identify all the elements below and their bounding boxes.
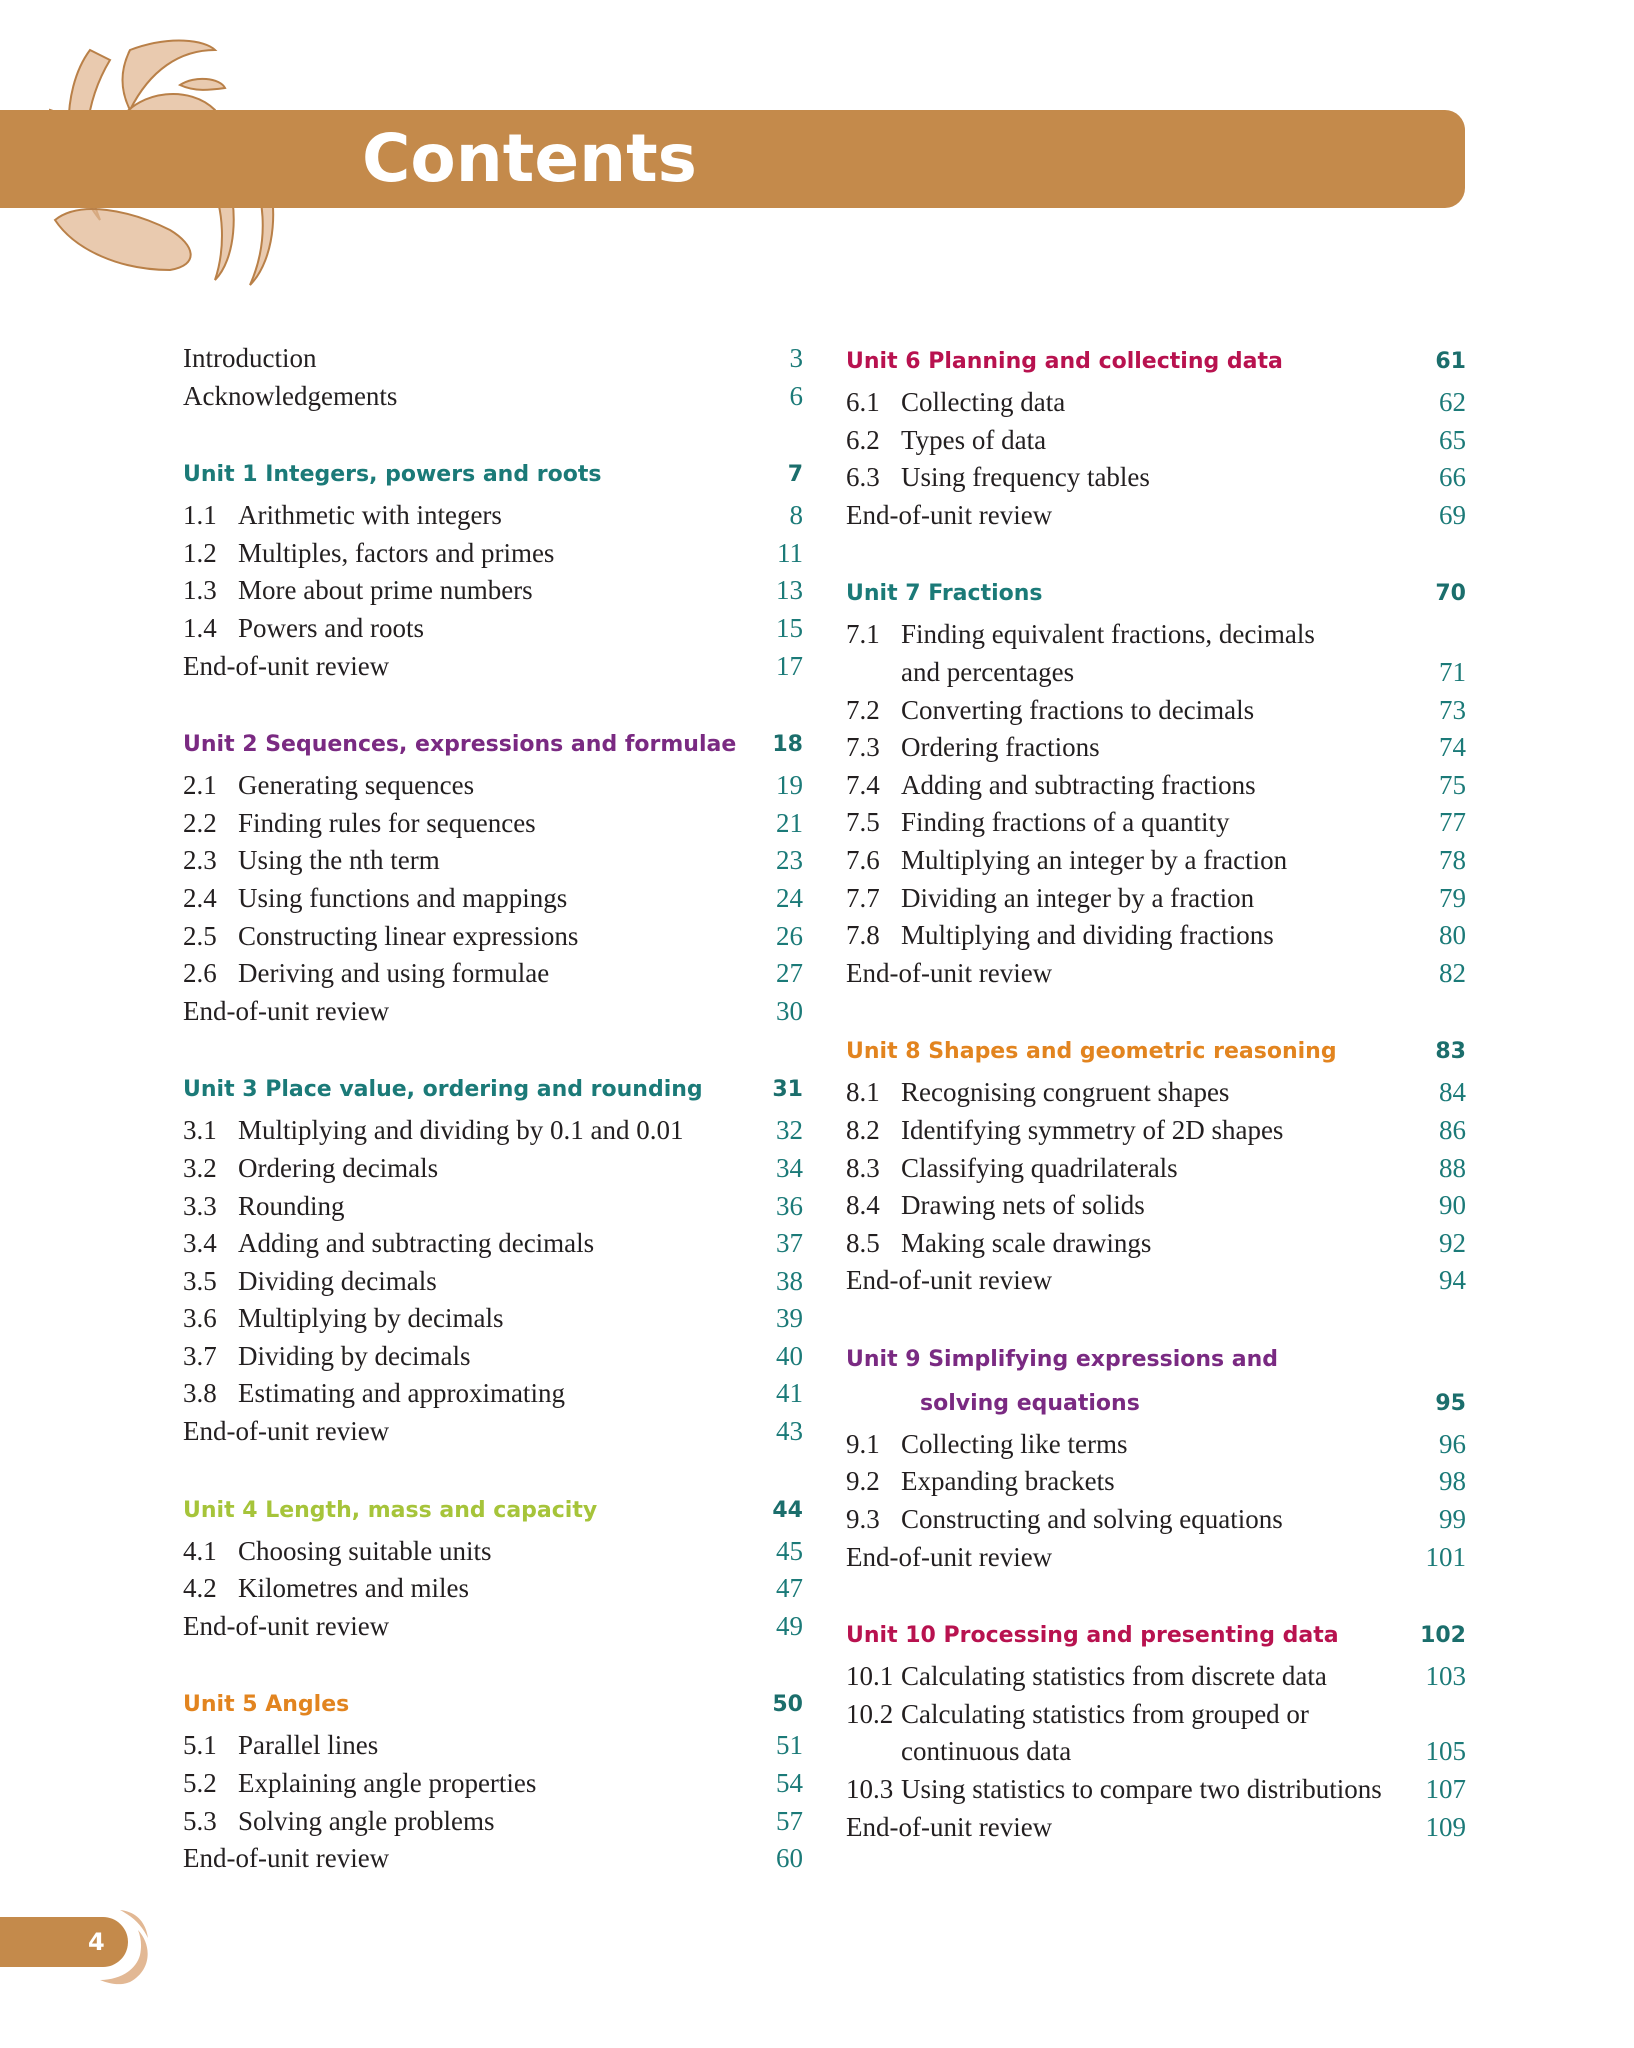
- section-entry[interactable]: 7.8 Multiplying and dividing fractions 80: [846, 920, 1466, 951]
- section-entry[interactable]: 7.1 Finding equivalent fractions, decimals: [846, 619, 1315, 650]
- page-number-tab: [0, 1917, 128, 1967]
- section-entry[interactable]: 7.5 Finding fractions of a quantity 77: [846, 807, 1466, 838]
- page-number: 95: [1435, 1390, 1466, 1416]
- section-entry[interactable]: 2.3 Using the nth term 23: [183, 845, 803, 876]
- section-entry[interactable]: 7.2 Converting fractions to decimals 73: [846, 694, 1466, 725]
- page-number: 7: [787, 462, 803, 488]
- section-entry[interactable]: 8.3 Classifying quadrilaterals 88: [846, 1152, 1466, 1183]
- section-entry[interactable]: 1.1 Arithmetic with integers 8: [183, 500, 803, 531]
- section-entry[interactable]: 7.6 Multiplying an integer by a fraction 78: [846, 844, 1466, 875]
- section-entry[interactable]: 8.1 Recognising congruent shapes 84: [846, 1077, 1466, 1108]
- page-number: 31: [772, 1077, 803, 1103]
- unit-heading-4[interactable]: Unit 4 Length, mass and capacity 44: [183, 1489, 803, 1533]
- review-entry[interactable]: End-of-unit review 94: [846, 1265, 1466, 1296]
- page-number: 70: [1435, 581, 1466, 607]
- unit-heading-2[interactable]: Unit 2 Sequences, expressions and formulae 18: [183, 723, 803, 767]
- unit-heading-10[interactable]: Unit 10 Processing and presenting data 102: [846, 1614, 1466, 1658]
- section-entry[interactable]: 5.3 Solving angle problems 57: [183, 1805, 803, 1836]
- header-band: [0, 110, 1465, 208]
- unit-heading-8[interactable]: Unit 8 Shapes and geometric reasoning 83: [846, 1030, 1466, 1074]
- toc-entry-acknowledgements[interactable]: Acknowledgements 6: [183, 378, 803, 416]
- section-entry[interactable]: 9.3 Constructing and solving equations 99: [846, 1504, 1466, 1535]
- section-entry[interactable]: 7.4 Adding and subtracting fractions 75: [846, 769, 1466, 800]
- unit-heading-1[interactable]: Unit 1 Integers, powers and roots 7: [183, 453, 803, 497]
- section-entry[interactable]: 3.7 Dividing by decimals 40: [183, 1340, 803, 1371]
- section-entry[interactable]: 3.1 Multiplying and dividing by 0.1 and 0.01 32: [183, 1115, 803, 1146]
- section-entry[interactable]: 6.3 Using frequency tables 66: [846, 462, 1466, 493]
- toc-entry-introduction[interactable]: Introduction 3: [183, 340, 803, 378]
- section-entry[interactable]: 7.7 Dividing an integer by a fraction 79: [846, 882, 1466, 913]
- section-entry[interactable]: 9.1 Collecting like terms 96: [846, 1428, 1466, 1459]
- section-entry[interactable]: 3.4 Adding and subtracting decimals 37: [183, 1228, 803, 1259]
- section-entry[interactable]: 2.4 Using functions and mappings 24: [183, 882, 803, 913]
- review-entry[interactable]: End-of-unit review 49: [183, 1610, 803, 1641]
- unit-heading-9-continued[interactable]: solving equations 95: [846, 1382, 1466, 1426]
- section-entry[interactable]: 6.2 Types of data 65: [846, 424, 1466, 455]
- section-entry[interactable]: 5.2 Explaining angle properties 54: [183, 1768, 803, 1799]
- review-entry[interactable]: End-of-unit review 109: [846, 1811, 1466, 1842]
- section-entry[interactable]: 2.1 Generating sequences 19: [183, 770, 803, 801]
- page-number: 44: [772, 1497, 803, 1523]
- review-entry[interactable]: End-of-unit review 69: [846, 499, 1466, 530]
- review-entry[interactable]: End-of-unit review 17: [183, 650, 803, 681]
- section-entry[interactable]: 7.3 Ordering fractions 74: [846, 732, 1466, 763]
- unit-heading-7[interactable]: Unit 7 Fractions 70: [846, 572, 1466, 616]
- section-entry[interactable]: 2.5 Constructing linear expressions 26: [183, 920, 803, 951]
- section-entry[interactable]: 1.3 More about prime numbers 13: [183, 575, 803, 606]
- section-entry[interactable]: 8.4 Drawing nets of solids 90: [846, 1190, 1466, 1221]
- review-entry[interactable]: End-of-unit review 30: [183, 995, 803, 1026]
- section-entry[interactable]: 4.1 Choosing suitable units 45: [183, 1535, 803, 1566]
- section-entry[interactable]: 3.6 Multiplying by decimals 39: [183, 1303, 803, 1334]
- page-number: 18: [772, 732, 803, 758]
- section-entry[interactable]: 1.4 Powers and roots 15: [183, 612, 803, 643]
- unit-heading-9[interactable]: Unit 9 Simplifying expressions and: [846, 1346, 1279, 1372]
- review-entry[interactable]: End-of-unit review 101: [846, 1541, 1466, 1572]
- section-entry[interactable]: 2.6 Deriving and using formulae 27: [183, 958, 803, 989]
- section-entry[interactable]: 2.2 Finding rules for sequences 21: [183, 807, 803, 838]
- page-title: Contents: [362, 120, 697, 197]
- unit-heading-6[interactable]: Unit 6 Planning and collecting data 61: [846, 340, 1466, 384]
- page-number: 3: [789, 343, 803, 373]
- page-number: 4: [88, 1928, 105, 1956]
- section-entry[interactable]: 3.2 Ordering decimals 34: [183, 1152, 803, 1183]
- section-entry[interactable]: 4.2 Kilometres and miles 47: [183, 1573, 803, 1604]
- section-entry[interactable]: 3.8 Estimating and approximating 41: [183, 1378, 803, 1409]
- unit-heading-3[interactable]: Unit 3 Place value, ordering and rounding 31: [183, 1068, 803, 1112]
- page-number: 102: [1420, 1623, 1466, 1649]
- page-number: 6: [789, 380, 803, 411]
- page-number: 83: [1435, 1039, 1466, 1065]
- toc-right-column: [846, 340, 1466, 1846]
- section-entry[interactable]: 10.1 Calculating statistics from discrete data 103: [846, 1661, 1466, 1692]
- review-entry[interactable]: End-of-unit review 82: [846, 957, 1466, 988]
- section-entry[interactable]: 10.3 Using statistics to compare two distributions 107: [846, 1774, 1466, 1805]
- section-entry-continued[interactable]: and percentages 71: [901, 656, 1466, 687]
- section-entry[interactable]: 9.2 Expanding brackets 98: [846, 1466, 1466, 1497]
- review-entry[interactable]: End-of-unit review 43: [183, 1416, 803, 1447]
- page-number: 50: [772, 1692, 803, 1718]
- unit-heading-5[interactable]: Unit 5 Angles 50: [183, 1683, 803, 1727]
- section-entry[interactable]: 6.1 Collecting data 62: [846, 387, 1466, 417]
- section-entry[interactable]: 3.3 Rounding 36: [183, 1190, 803, 1221]
- toc-left-column: [183, 340, 803, 1878]
- review-entry[interactable]: End-of-unit review 60: [183, 1843, 803, 1874]
- section-entry[interactable]: 1.2 Multiples, factors and primes 11: [183, 537, 803, 568]
- section-entry-continued[interactable]: continuous data 105: [901, 1736, 1466, 1767]
- section-entry[interactable]: 5.1 Parallel lines 51: [183, 1730, 803, 1761]
- section-entry[interactable]: 3.5 Dividing decimals 38: [183, 1265, 803, 1296]
- section-entry[interactable]: 10.2 Calculating statistics from grouped or: [846, 1698, 1309, 1729]
- section-entry[interactable]: 8.2 Identifying symmetry of 2D shapes 86: [846, 1114, 1466, 1145]
- page-number: 61: [1435, 349, 1466, 374]
- section-entry[interactable]: 8.5 Making scale drawings 92: [846, 1227, 1466, 1258]
